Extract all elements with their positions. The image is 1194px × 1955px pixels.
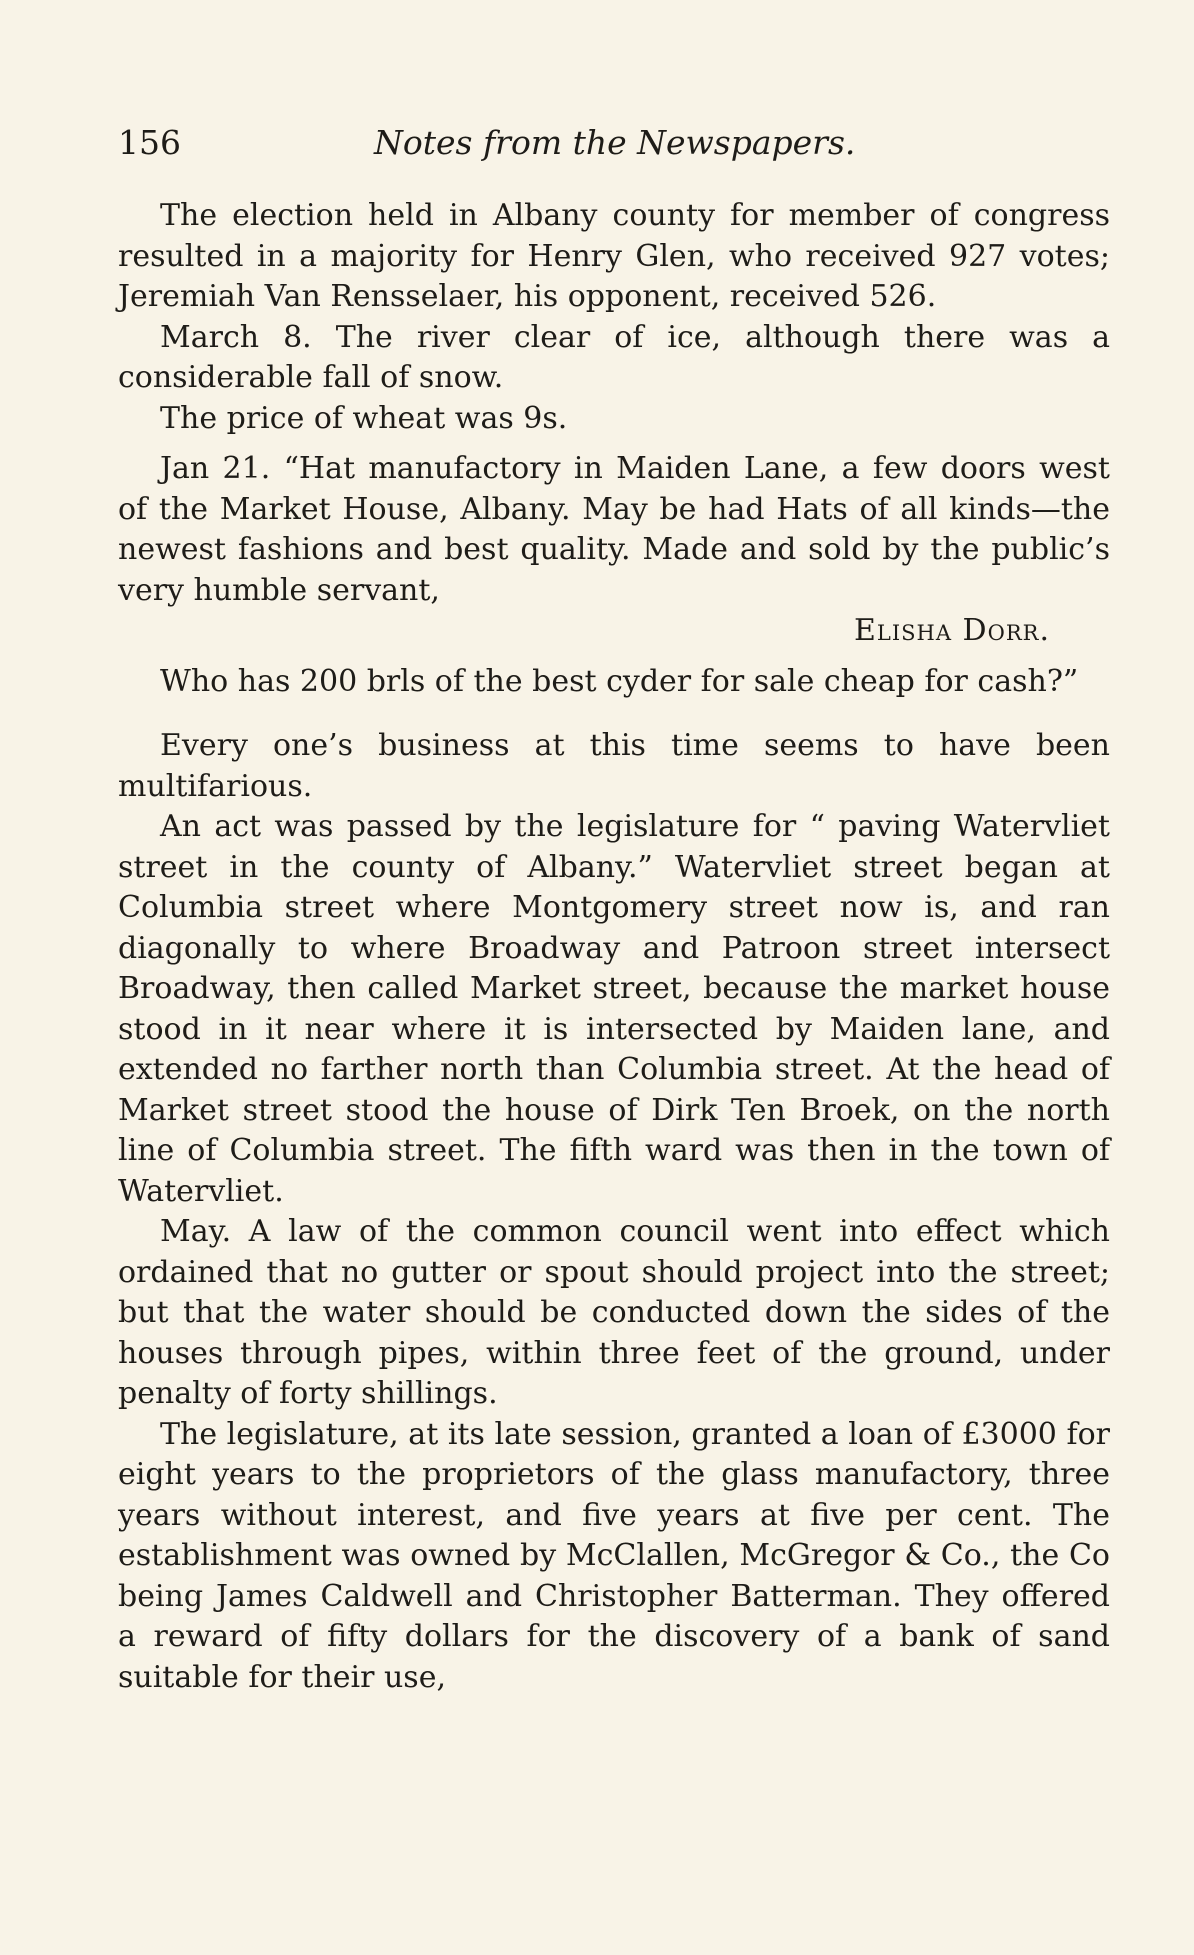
page-number: 156 <box>118 123 181 162</box>
paragraph-cyder: Who has 200 brls of the best cyder for sale cheap for cash?” <box>160 663 1079 699</box>
paragraph-wheat-price: The price of wheat was 9s. <box>160 400 568 436</box>
running-title: Notes from the Newspapers. <box>374 123 856 162</box>
body-text <box>118 196 1110 1698</box>
advertisement-signature: Elisha Dorr. <box>854 613 1050 648</box>
paragraph-river-ice: March 8. The river clear of ice, although there was a considerable fall of snow. <box>118 319 1110 395</box>
page-header <box>118 118 1108 168</box>
paragraph-business: Every one’s business at this time seems to have been multifarious. <box>118 728 1110 804</box>
paragraph-glass-manufactory: The legislature, at its late session, granted a loan of £3000 for eight years to the proprietors of the glass manufactory, three years without interest, and five years at five per cent. The establishment was owned by McClallen, McGregor & Co., the Co being James Caldwell and Christopher Batterman. They offered a reward of fifty dollars for the discovery of a bank of sand suitable for their use, <box>118 1416 1110 1695</box>
paragraph-hat-advertisement: Jan 21. “Hat manufactory in Maiden Lane, a few doors west of the Market House, Albany. May be had Hats of all kinds—the newest fashions and best quality. Made and sold by the public’s very humble servant, <box>118 451 1110 608</box>
paragraph-gutter-law: May. A law of the common council went into effect which ordained that no gutter or spout should project into the street; but that the water should be conducted down the sides of the houses through pipes, within three feet of the ground, under penalty of forty shillings. <box>118 1214 1110 1411</box>
paragraph-election: The election held in Albany county for member of congress resulted in a majority for Henry Glen, who received 927 votes; Jeremiah Van Rensselaer, his opponent, received 526. <box>118 198 1110 314</box>
paragraph-watervliet-street: An act was passed by the legislature for “ paving Watervliet street in the county of Albany.” Watervliet street began at Columbia street where Montgomery street now is, and ran diagonally to where Broadway and Patroon street intersect Broadway, then called Market street, because the market house stood in it near where it is intersected by Maiden lane, and extended no farther north than Columbia street. At the head of Market street stood the house of Dirk Ten Broek, on the north line of Columbia street. The fifth ward was then in the town of Watervliet. <box>118 809 1110 1209</box>
